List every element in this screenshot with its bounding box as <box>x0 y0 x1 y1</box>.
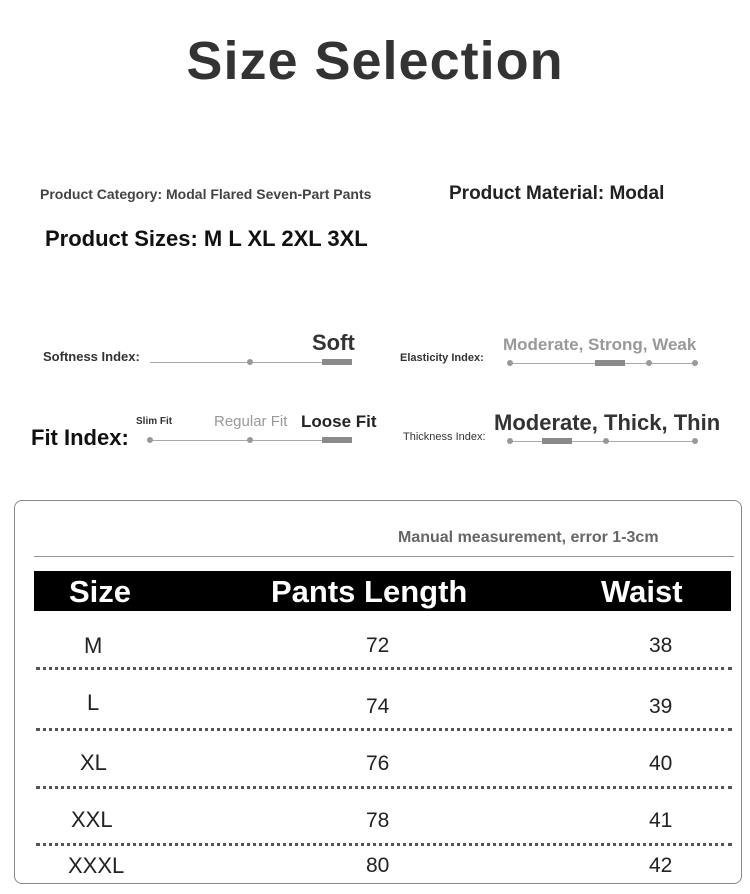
fit-index-label: Fit Index: <box>31 425 129 450</box>
table-row-waist: 38 <box>649 634 673 657</box>
thickness-dot-1 <box>507 438 513 444</box>
elasticity-dot-1 <box>507 360 513 366</box>
page-title: Size Selection <box>186 31 564 91</box>
fit-option-loose: Loose Fit <box>301 412 377 431</box>
elasticity-dot-4 <box>692 360 698 366</box>
table-row-size: XXXL <box>68 853 125 878</box>
row-divider <box>36 728 732 731</box>
elasticity-indicator <box>595 360 625 366</box>
table-row-size: M <box>84 633 103 658</box>
product-material: Product Material: Modal <box>449 183 665 204</box>
table-row-length: 76 <box>366 752 390 775</box>
row-divider <box>36 786 732 789</box>
table-row-length: 80 <box>366 854 390 877</box>
fit-option-slim: Slim Fit <box>136 416 173 427</box>
softness-index-label: Softness Index: <box>43 349 140 364</box>
elasticity-index-label: Elasticity Index: <box>400 352 484 364</box>
softness-selected-value: Soft <box>312 330 355 355</box>
thickness-dot-3 <box>603 438 609 444</box>
fit-option-regular: Regular Fit <box>214 413 288 430</box>
measurement-note: Manual measurement, error 1-3cm <box>398 529 659 546</box>
table-row-size: XL <box>80 750 107 775</box>
table-row-size: L <box>87 690 100 715</box>
table-row-length: 72 <box>366 634 390 657</box>
table-row-size: XXL <box>71 807 113 832</box>
softness-indicator <box>322 359 352 365</box>
table-row-waist: 40 <box>649 752 673 775</box>
row-divider <box>36 667 732 670</box>
table-row-waist: 39 <box>649 695 673 718</box>
thickness-index-label: Thickness Index: <box>403 431 486 443</box>
product-category: Product Category: Modal Flared Seven-Part Pants <box>40 186 372 202</box>
table-row-length: 78 <box>366 809 390 832</box>
thickness-dot-4 <box>692 438 698 444</box>
elasticity-dot-3 <box>646 360 652 366</box>
fit-dot-2 <box>247 437 253 443</box>
header-waist: Waist <box>601 574 683 609</box>
row-divider <box>36 843 732 846</box>
thickness-options: Moderate, Thick, Thin <box>494 410 721 435</box>
table-row-waist: 41 <box>649 809 673 832</box>
note-divider <box>34 556 734 557</box>
header-size: Size <box>69 574 132 609</box>
fit-dot-1 <box>147 437 153 443</box>
fit-indicator <box>322 437 352 443</box>
header-pants-length: Pants Length <box>271 574 468 609</box>
table-row-length: 74 <box>366 695 390 718</box>
elasticity-options: Moderate, Strong, Weak <box>503 335 697 354</box>
softness-dot <box>247 359 253 365</box>
table-row-waist: 42 <box>649 854 673 877</box>
product-sizes: Product Sizes: M L XL 2XL 3XL <box>45 226 368 251</box>
thickness-indicator <box>542 438 572 444</box>
